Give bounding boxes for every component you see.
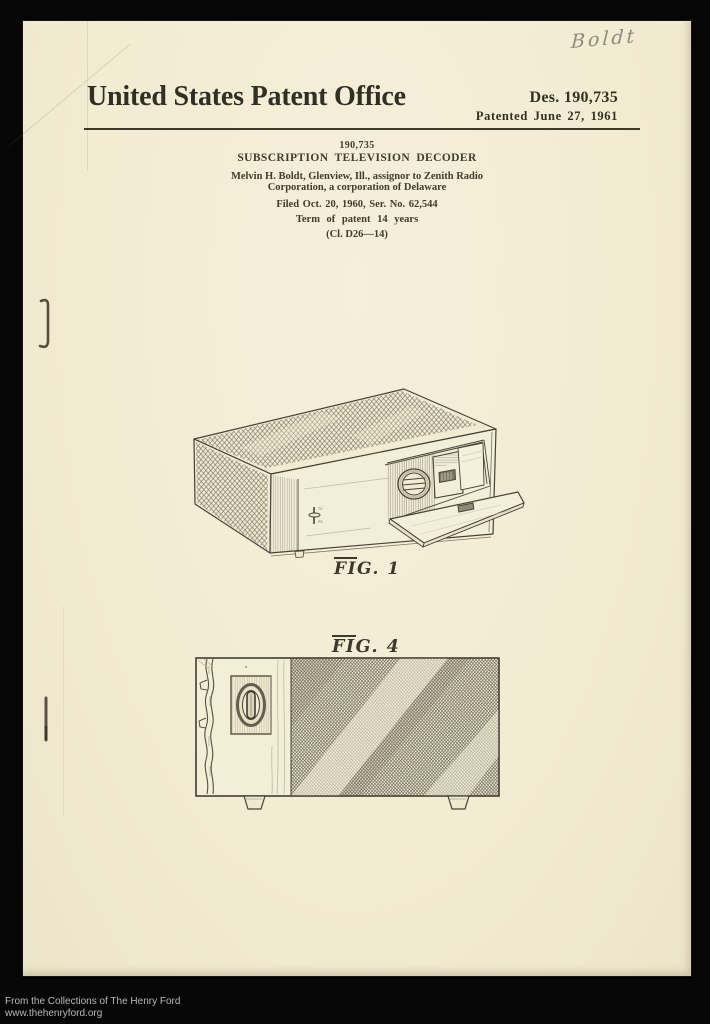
patent-office-title: United States Patent Office [87, 81, 406, 112]
credit-line-2: www.thehenryford.org [5, 1008, 103, 1019]
fig4-drawing [186, 646, 516, 816]
inventor-line-2: Corporation, a corporation of Delaware [267, 182, 447, 193]
patent-paper [22, 20, 692, 977]
staple-bottom [41, 696, 51, 744]
classification-line: (Cl. D26—14) [326, 229, 388, 240]
handwritten-note: Boldt [570, 25, 638, 53]
svg-text:PS: PS [318, 520, 323, 524]
paper-crease [63, 606, 64, 816]
design-number-block [476, 89, 618, 124]
design-number: Des. 190,735 [529, 89, 618, 106]
staple-top [37, 297, 53, 351]
invention-title: SUBSCRIPTION TELEVISION DECODER [237, 152, 477, 164]
inventor-line-1: Melvin H. Boldt, Glenview, Ill., assignor to Zenith Radio [230, 171, 484, 182]
term-line: Term of patent 14 years [295, 214, 419, 225]
svg-text:TV: TV [318, 507, 323, 511]
fig4-label: FIG. 4 [332, 637, 401, 657]
fig1-drawing [171, 386, 571, 586]
patented-date: Patented June 27, 1961 [475, 109, 618, 123]
masthead-rule [84, 128, 640, 130]
archive-credit [5, 996, 180, 1020]
credit-line-1: From the Collections of The Henry Ford [5, 996, 181, 1007]
fig1-label: FIG. 1 [334, 559, 401, 579]
filed-line: Filed Oct. 20, 1960, Ser. No. 62,544 [276, 199, 438, 210]
patent-number: 190,735 [339, 140, 375, 151]
